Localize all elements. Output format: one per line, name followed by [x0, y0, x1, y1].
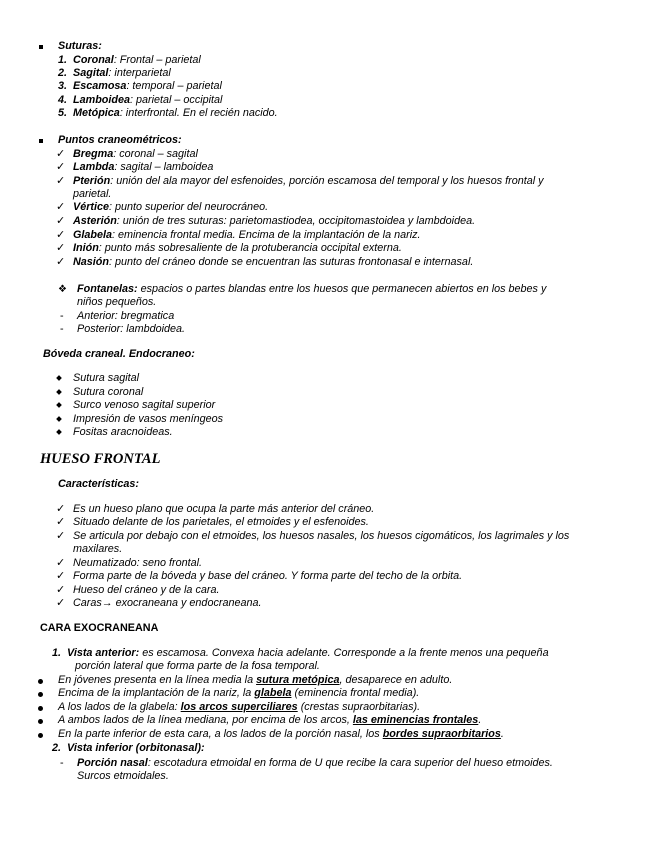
caracteristica-continuation: maxilares. — [73, 543, 123, 555]
check-icon: ✓ — [56, 516, 66, 528]
round-bullet-icon — [38, 706, 43, 711]
vista-anterior-continuation: porción lateral que forma parte de la fosa temporal. — [75, 660, 320, 672]
square-bullet-icon — [39, 139, 43, 143]
punto-item: Asterión: unión de tres suturas: parietomastiodea, occipitomastoidea y lambdoidea. — [73, 215, 476, 227]
cara-exocraneana-heading: CARA EXOCRANEANA — [40, 622, 159, 634]
caracteristica-item: Es un hueso plano que ocupa la parte más anterior del cráneo. — [73, 503, 375, 515]
exo-bullet-item: A los lados de la glabela: los arcos superciliares (crestas supraorbitarias). — [58, 701, 421, 713]
punto-item: Lambda: sagital – lamboidea — [73, 161, 214, 173]
puntos-heading: Puntos craneométricos: — [58, 134, 182, 146]
caracteristica-item: Situado delante de los parietales, el etmoides y el esfenoides. — [73, 516, 369, 528]
punto-item: Inión: punto más sobresaliente de la protuberancia occipital externa. — [73, 242, 402, 254]
check-icon: ✓ — [56, 530, 66, 542]
exo-bullet-item: Encima de la implantación de la nariz, la glabela (eminencia frontal media). — [58, 687, 420, 699]
dash-marker: - — [60, 323, 64, 335]
fontanelas-item: Fontanelas: espacios o partes blandas entre los huesos que permanecen abiertos en los bebes y — [77, 283, 547, 295]
boveda-item: Sutura coronal — [73, 386, 144, 398]
caracteristica-item: Caras→ exocraneana y endocraneana. — [73, 597, 262, 609]
dash-marker: - — [60, 310, 64, 322]
sutura-item: 2. Sagital: interparietal — [58, 67, 171, 79]
diamond-bullet-icon — [56, 389, 62, 395]
exo-bullet-item: En la parte inferior de esta cara, a los lados de la porción nasal, los bordes supraorbitarios. — [58, 728, 504, 740]
check-icon: ✓ — [56, 161, 66, 173]
round-bullet-icon — [38, 679, 43, 684]
caracteristicas-subheading: Características: — [58, 478, 140, 490]
check-icon: ✓ — [56, 148, 66, 160]
caracteristica-item: Se articula por debajo con el etmoides, los huesos nasales, los huesos cigomáticos, los lagrimales y los — [73, 530, 570, 542]
check-icon: ✓ — [56, 256, 66, 268]
hueso-frontal-title: HUESO FRONTAL — [40, 451, 161, 467]
dash-marker: - — [60, 757, 64, 769]
check-icon: ✓ — [56, 503, 66, 515]
punto-item: Pterión: unión del ala mayor del esfenoides, porción escamosa del temporal y los huesos frontal y — [73, 175, 544, 187]
square-bullet-icon — [39, 45, 43, 49]
caracteristica-item: Hueso del cráneo y de la cara. — [73, 584, 220, 596]
boveda-heading: Bóveda craneal. Endocraneo: — [43, 348, 195, 360]
caracteristica-item: Forma parte de la bóveda y base del cráneo. Y forma parte del techo de la orbita. — [73, 570, 463, 582]
sutura-item: 1. Coronal: Frontal – parietal — [58, 54, 201, 66]
punto-item-continuation: parietal. — [73, 188, 112, 200]
check-icon: ✓ — [56, 201, 66, 213]
punto-item: Vértice: punto superior del neurocráneo. — [73, 201, 269, 213]
porcion-nasal-item: Porción nasal: escotadura etmoidal en forma de U que recibe la cara superior del hueso etmoides. — [77, 757, 553, 769]
boveda-item: Sutura sagital — [73, 372, 140, 384]
check-icon: ✓ — [56, 215, 66, 227]
check-icon: ✓ — [56, 229, 66, 241]
check-icon: ✓ — [56, 597, 66, 609]
boveda-item: Fositas aracnoideas. — [73, 426, 173, 438]
sutura-item: 5. Metópica: interfrontal. En el recién nacido. — [58, 107, 278, 119]
diamond-bullet-icon — [56, 416, 62, 422]
fontanela-subitem: Posterior: lambdoidea. — [77, 323, 186, 335]
check-icon: ✓ — [56, 175, 66, 187]
check-icon: ✓ — [56, 584, 66, 596]
check-icon: ✓ — [56, 242, 66, 254]
porcion-nasal-continuation: Surcos etmoidales. — [77, 770, 169, 782]
fontanelas-continuation: niños pequeños. — [77, 296, 157, 308]
check-icon: ✓ — [56, 570, 66, 582]
suturas-heading: Suturas: — [58, 40, 102, 52]
four-diamond-bullet-icon: ❖ — [58, 284, 67, 295]
round-bullet-icon — [38, 692, 43, 697]
boveda-item: Impresión de vasos meníngeos — [73, 413, 224, 425]
caracteristica-item: Neumatizado: seno frontal. — [73, 557, 203, 569]
check-icon: ✓ — [56, 557, 66, 569]
punto-item: Glabela: eminencia frontal media. Encima de la implantación de la nariz. — [73, 229, 421, 241]
vista-anterior-item: 1. Vista anterior: es escamosa. Convexa hacia adelante. Corresponde a la frente menos una pequeña — [52, 647, 549, 659]
exo-bullet-item: A ambos lados de la línea mediana, por encima de los arcos, las eminencias frontales. — [58, 714, 482, 726]
round-bullet-icon — [38, 733, 43, 738]
exo-bullet-item: En jóvenes presenta en la línea media la sutura metópica, desaparece en adulto. — [58, 674, 453, 686]
diamond-bullet-icon — [56, 402, 62, 408]
diamond-bullet-icon — [56, 375, 62, 381]
punto-item: Nasión: punto del cráneo donde se encuentran las suturas frontonasal e internasal. — [73, 256, 474, 268]
fontanela-subitem: Anterior: bregmatica — [77, 310, 175, 322]
sutura-item: 4. Lamboidea: parietal – occipital — [58, 94, 223, 106]
punto-item: Bregma: coronal – sagital — [73, 148, 198, 160]
round-bullet-icon — [38, 719, 43, 724]
boveda-item: Surco venoso sagital superior — [73, 399, 216, 411]
sutura-item: 3. Escamosa: temporal – parietal — [58, 80, 222, 92]
vista-inferior-item: 2. Vista inferior (orbitonasal): — [52, 742, 205, 754]
diamond-bullet-icon — [56, 429, 62, 435]
